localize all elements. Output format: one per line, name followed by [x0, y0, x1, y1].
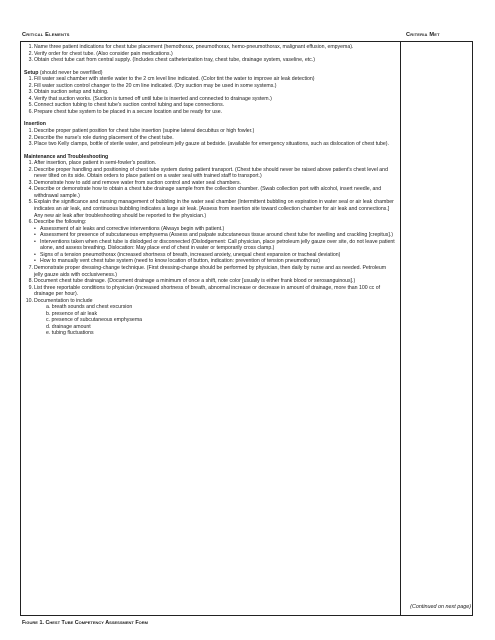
bullet-item: • Interventions taken when chest tube is dislodged or disconnected (Dislodgement: Call physician, place petroleum jelly gauze over site, do not leave patient alone, and assess breathing. Dislocation: May place end of chest in water or temporarily cross clamp.) — [34, 239, 396, 252]
item-text: Prepare chest tube system to be placed in a secure location and be ready for use. — [34, 108, 223, 115]
insertion-section — [24, 121, 396, 147]
item-text: Documentation to include — [34, 297, 93, 304]
item-number: 1. — [28, 160, 33, 167]
item-text: Describe the following: — [34, 219, 87, 226]
item-number: 1. — [28, 128, 33, 135]
bullet-item: • Assessment of air leaks and corrective interventions (Always begin with patient.) — [34, 226, 396, 233]
documentation-item: a. breath sounds and chest excursion — [46, 304, 133, 311]
documentation-item: c. presence of subcutaneous emphysema — [46, 317, 143, 324]
bullet-item: • Signs of a tension pneumothorax (increased shortness of breath, increased anxiety, unequal chest expansion or tracheal deviation) — [34, 252, 396, 259]
maintenance-title: Maintenance and Troubleshooting — [24, 153, 109, 160]
maintenance-list-continued — [24, 265, 396, 304]
column-header-critical-elements: Critical Elements — [22, 32, 70, 38]
list-item — [24, 57, 396, 64]
item-number: 6. — [28, 219, 33, 226]
item-number: 6. — [28, 108, 33, 115]
documentation-items — [24, 304, 396, 337]
item-text: Verify order for chest tube. (Also consider pain medications.) — [34, 50, 173, 57]
maintenance-list — [24, 160, 396, 225]
item-text: After insertion, place patient in semi-fowler's position. — [34, 160, 157, 167]
item-number: 5. — [28, 199, 33, 206]
item-number: 3. — [28, 141, 33, 148]
item-number: 3. — [28, 179, 33, 186]
item-number: 4. — [28, 95, 33, 102]
documentation-item: d. drainage amount — [46, 323, 91, 330]
item-text: Demonstrate proper dressing-change technique. (First dressing-change should be performed by physician, then daily by nurse and as needed. Petroleum jelly gauze aids with occlusiveness.) — [34, 264, 387, 278]
item-text: Place two Kelly clamps, bottle of sterile water, and petroleum jelly gauze at bedside. (available for emergency situations, such as dislocation of chest tube). — [34, 141, 389, 148]
item-text: Describe proper patient position for chest tube insertion (supine lateral decubitus or high fowler.) — [34, 128, 255, 135]
column-divider — [400, 41, 401, 616]
item-text: Describe the nurse's role during placement of the chest tube. — [34, 134, 174, 141]
item-text: Demonstrate how to add and remove water from suction control and water seal chambers. — [34, 179, 242, 186]
item-text: Fill water seal chamber with sterile water to the 2 cm level line indicated. (Color tint the water to improve air leak detection) — [34, 76, 315, 83]
item-number: 2. — [28, 166, 33, 173]
item-number: 10. — [25, 297, 33, 304]
list-item — [24, 141, 396, 148]
setup-list — [24, 76, 396, 115]
list-item — [24, 265, 396, 278]
item-number: 1. — [28, 76, 33, 83]
item-text: Document chest tube drainage. (Document drainage a minimum of once a shift, note color [usually is either frank blood or serosanguinous].) — [34, 278, 356, 285]
setup-title: Setup — [24, 69, 39, 76]
item-number: 2. — [28, 50, 33, 57]
bullet-item: • How to manually vent chest tube system (need to know location of button, indication: prevention of tension pneumothorax) — [34, 258, 396, 265]
documentation-item: e. tubing fluctuations — [46, 330, 94, 337]
item-number: 4. — [28, 186, 33, 193]
item-text: List three reportable conditions to physician (increased shortness of breath, abnormal increase or decrease in amount of drainage, more than 100 cc of drainage per hour). — [34, 284, 381, 298]
figure-caption: Figure 1. Chest Tube Competency Assessment Form — [22, 620, 148, 626]
item-number: 5. — [28, 102, 33, 109]
maintenance-section — [24, 154, 396, 337]
insertion-title: Insertion — [24, 121, 46, 128]
documentation-item: b. presence of air leak — [46, 310, 98, 317]
item-number: 2. — [28, 134, 33, 141]
maintenance-bullet-list — [24, 226, 396, 265]
item-number: 7. — [28, 264, 33, 271]
item-number: 9. — [28, 284, 33, 291]
setup-title-note: (should never be overfilled) — [38, 69, 103, 76]
intro-section — [24, 44, 396, 64]
item-text: Verify that suction works. (Suction is turned off until tube is inserted and connected to drainage system.) — [34, 95, 272, 102]
item-number: 3. — [28, 57, 33, 64]
item-number: 3. — [28, 89, 33, 96]
item-text: Connect suction tubing to chest tube's suction control tubing and tape connections. — [34, 102, 225, 109]
item-number: 8. — [28, 278, 33, 285]
item-text: Name three patient indications for chest tube placement (hemothorax, pneumothorax, hemo-pneumothorax, malignant effusion, empyema). — [34, 44, 354, 50]
insertion-list — [24, 128, 396, 148]
setup-section — [24, 70, 396, 116]
critical-elements-column — [24, 44, 396, 337]
continued-note: (Continued on next page) — [410, 604, 471, 610]
bullet-item: • Assessment for presence of subcutaneous emphysema (Assess and palpate subcutaneous tissue around chest tube for swelling and crackling [crepitus].) — [34, 232, 396, 239]
item-text: Obtain chest tube cart from central supply. (Includes chest catheterization tray, chest tube, drainage system, vaseline, etc.) — [34, 57, 315, 64]
list-item — [24, 186, 396, 199]
intro-list — [24, 44, 396, 64]
list-item — [24, 298, 396, 305]
item-text: Describe or demonstrate how to obtain a chest tube drainage sample from the collection chamber. (Swab collection port with alcohol, insert needle, and withdrawal sample.) — [34, 186, 382, 199]
item-number: 2. — [28, 82, 33, 89]
list-item — [24, 199, 396, 219]
item-text: Fill water suction control changer to the 20 cm line indicated. (Dry suction may be used in some systems.) — [34, 82, 277, 89]
item-text: Describe proper handling and positioning of chest tube system during patient transport. (Chest tube should never be raised above patient's chest level and never tilted on its side. Obtain orders to place patient on a water seal with trained staff to transport.) — [34, 166, 388, 180]
list-item — [24, 109, 396, 116]
list-item — [24, 167, 396, 180]
item-text: Obtain suction setup and tubing. — [34, 89, 109, 96]
column-header-criteria-met: Criteria Met — [406, 32, 440, 38]
item-text: Explain the significance and nursing management of bubbling in the water seal chamber (Intermittent bubbling on expiration in water seal or air leak chamber indicates an air leak, and continuous bubbling indicates a large air leak. [Assess from insertion site toward collection chamber for air leak and connections.] Any new air leak after troubleshooting should be reported to the physician.) — [34, 199, 394, 219]
list-item — [24, 285, 396, 298]
item-number: 1. — [28, 44, 33, 50]
